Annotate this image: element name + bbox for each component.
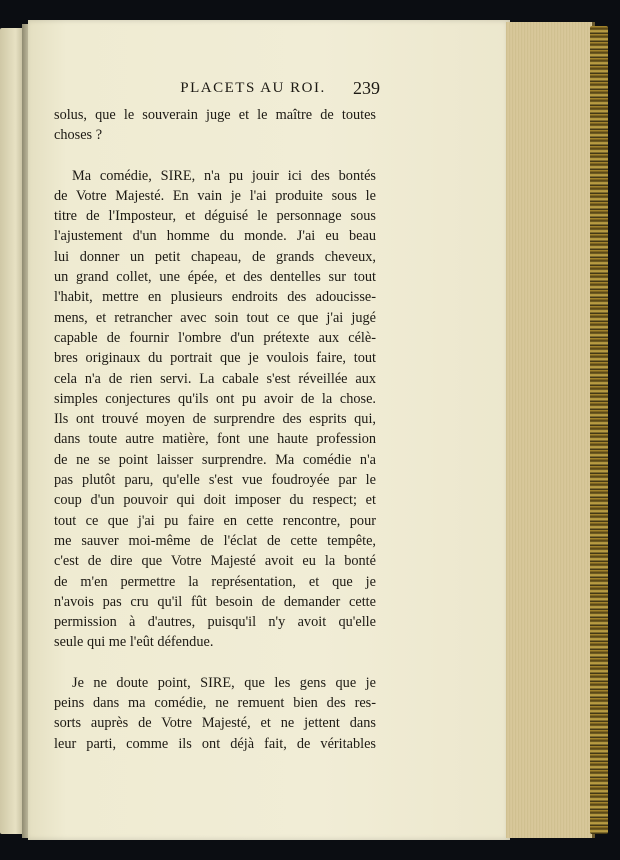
text-line: simples conjectures qu'ils ont pu avoir de la chose. [54,390,376,407]
text-line: solus, que le souverain juge et le maître de toutes [54,107,376,123]
text-line: Ma comédie, SIRE, n'a pu jouir ici des bontés [72,167,376,184]
text-line: cela n'a de rien servi. La cabale s'est réveillée aux [54,370,376,387]
text-line: l'ajustement d'un homme du monde. J'ai eu beau [54,228,376,245]
text-line: me sauver moi-même de l'éclat de cette tempête, [54,532,376,549]
text-line: Je ne doute point, SIRE, que les gens que je [72,674,376,691]
body-text [54,105,376,754]
text-line: seule qui me l'eût défendue. [54,634,214,651]
text-line: titre de l'Imposteur, et déguisé le personnage sous [54,208,376,225]
text-line: tout ce que j'ai pu faire en cette rencontre, pour [54,512,376,529]
text-line: pas plutôt paru, qu'elle s'est vue foudroyée par le [54,472,376,489]
text-line: de ne se point laisser surprendre. Ma comédie n'a [54,451,376,468]
text-line: l'habit, mettre en plusieurs endroits des adoucisse- [54,289,376,306]
paragraph-2 [54,166,376,653]
text-line: n'avois pas cru qu'il fût besoin de demander cette [54,593,376,610]
running-head: PLACETS AU ROI. [180,80,326,96]
text-line: coup d'un pouvoir qui doit imposer du respect; et [54,492,376,509]
text-line: permission à d'autres, puisqu'il n'y avoit qu'elle [54,614,376,631]
text-line: peins dans ma comédie, ne remuent bien des res- [54,695,376,712]
text-line: Ils ont trouvé moyen de surprendre des esprits qui, [54,411,376,428]
text-line: de m'en permettre la représentation, et que je [54,573,376,590]
text-line: de Votre Majesté. En vain je l'ai produite sous le [54,187,376,204]
text-line: capable de fournir l'ombre d'un prétexte aux célè- [54,329,376,346]
paragraph-gap [54,146,376,166]
gilt-edge [590,26,608,834]
text-line: bres originaux du portrait que je voulois faire, tout [54,350,376,367]
text-line: lui donner un petit chapeau, de grands cheveux, [54,248,376,265]
paragraph-3 [54,673,376,754]
text-line: sorts auprès de Votre Majesté, et ne jettent dans [54,715,376,732]
paragraph-1 [54,105,376,146]
text-line: mens, et retrancher avec soin tout ce que j'ai jugé [54,309,376,326]
text-line: c'est de dire que Votre Majesté avoit eu la bonté [54,553,376,570]
page-number: 239 [353,78,380,98]
page-stack-edge [506,22,595,838]
text-line: leur parti, comme ils ont déjà fait, de véritables [54,735,376,752]
text-line: choses ? [54,127,103,144]
text-line: dans toute autre matière, font une haute profession [54,431,376,448]
paragraph-gap [54,653,376,673]
text-line: un grand collet, une épée, et des dentelles sur tout [54,269,376,286]
